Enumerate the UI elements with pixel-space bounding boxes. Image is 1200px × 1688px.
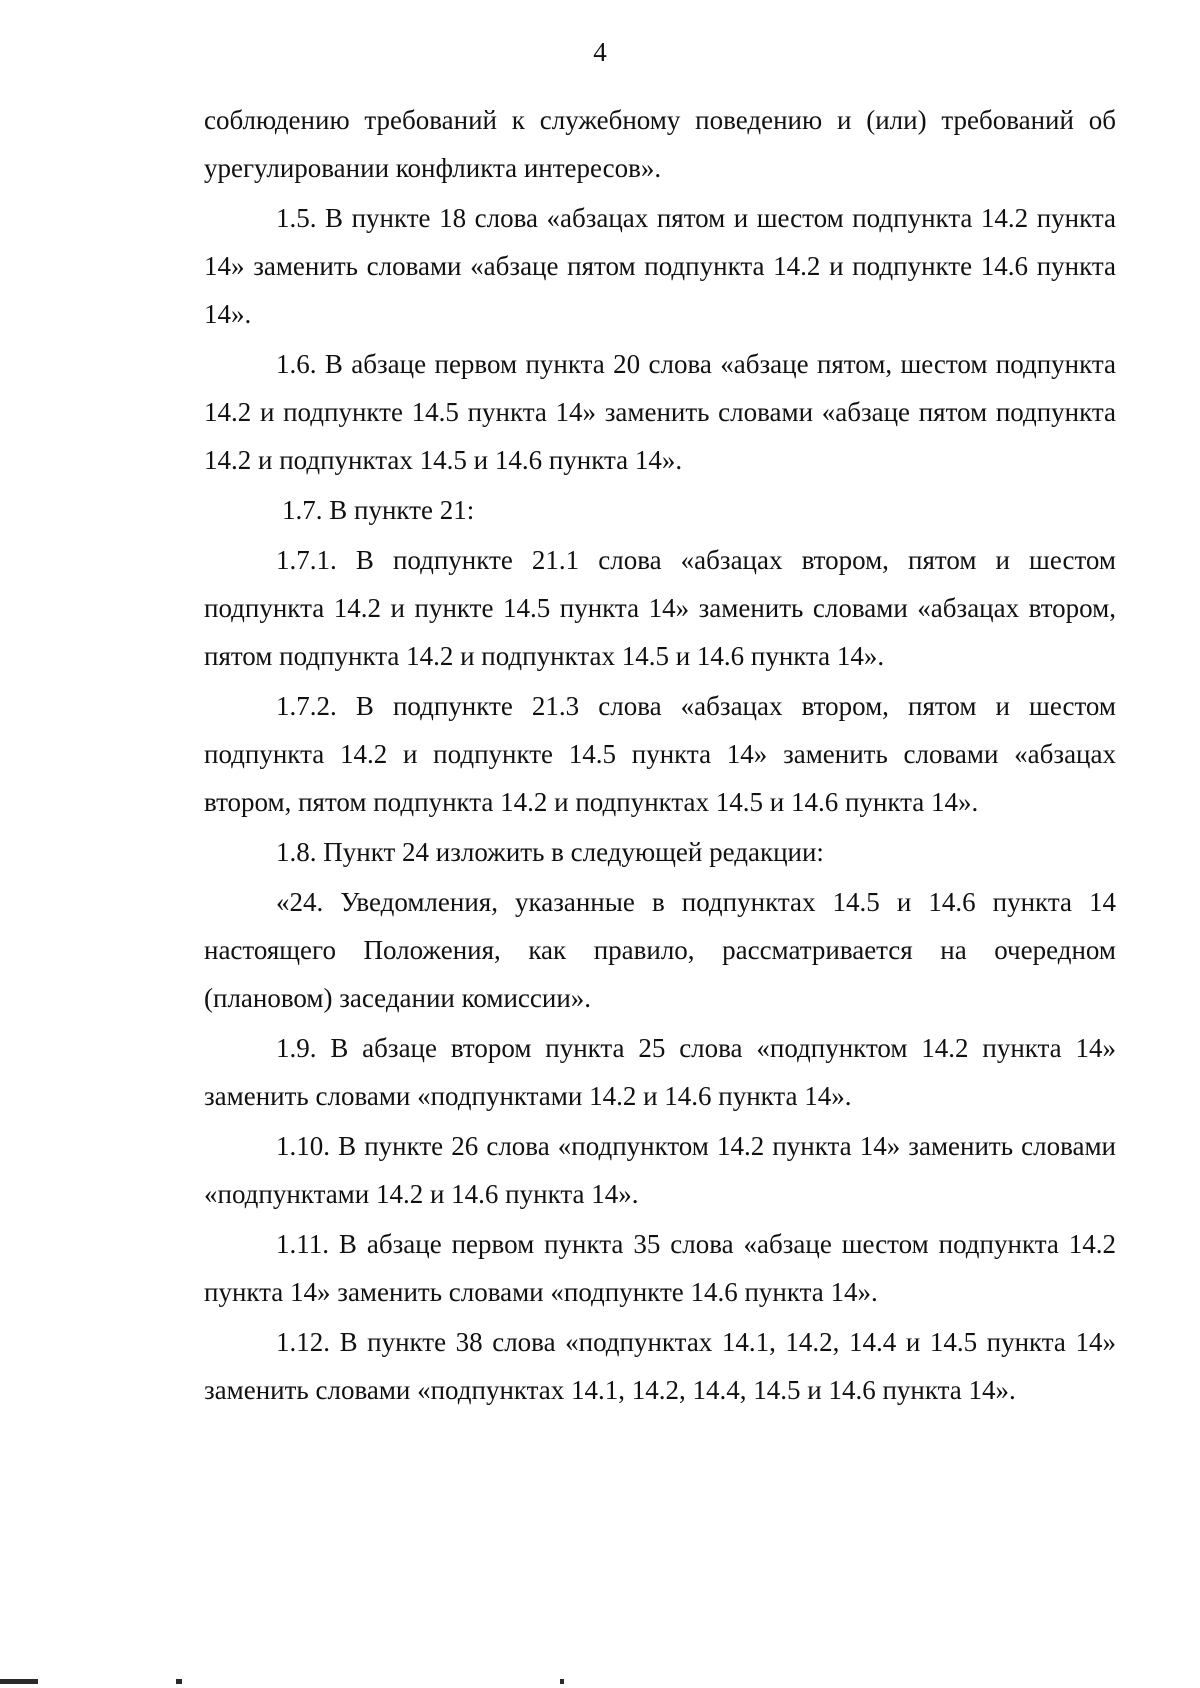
page-number: 4 xyxy=(593,37,607,67)
paragraph-1-7-2: 1.7.2. В подпункте 21.3 слова «абзацах втором, пятом и шестом подпункта 14.2 и подпункте 14.5 пункта 14» заменить словами «абзацах втором, пятом подпункта 14.2 и подпунктах 14.5 и 14.6 пункта 14». xyxy=(204,691,1116,817)
paragraph-1-5: 1.5. В пункте 18 слова «абзацах пятом и шестом подпункта 14.2 пункта 14» заменить словами «абзаце пятом подпункта 14.2 и подпункте 14.6 пункта 14». xyxy=(204,203,1116,329)
paragraph-1-8: 1.8. Пункт 24 изложить в следующей редакции: xyxy=(276,837,824,867)
paragraph-1-7: 1.7. В пункте 21: xyxy=(282,495,475,525)
paragraph-1-11: 1.11. В абзаце первом пункта 35 слова «абзаце шестом подпункта 14.2 пункта 14» заменить словами «подпункте 14.6 пункта 14». xyxy=(204,1229,1116,1307)
scan-edge-artifact xyxy=(0,1676,1200,1688)
paragraph-1-9: 1.9. В абзаце втором пункта 25 слова «подпунктом 14.2 пункта 14» заменить словами «подпунктами 14.2 и 14.6 пункта 14». xyxy=(204,1033,1116,1111)
paragraph-1-6: 1.6. В абзаце первом пункта 20 слова «абзаце пятом, шестом подпункта 14.2 и подпункте 14.5 пункта 14» заменить словами «абзаце пятом подпункта 14.2 и подпунктах 14.5 и 14.6 пункта 14». xyxy=(204,349,1116,475)
paragraph-continuation: соблюдению требований к служебному поведению и (или) требований об урегулировании конфликта интересов». xyxy=(204,105,1116,183)
paragraph-1-12: 1.12. В пункте 38 слова «подпунктах 14.1, 14.2, 14.4 и 14.5 пункта 14» заменить словами «подпунктах 14.1, 14.2, 14.4, 14.5 и 14.6 пункта 14». xyxy=(204,1327,1116,1405)
paragraph-1-10: 1.10. В пункте 26 слова «подпунктом 14.2 пункта 14» заменить словами «подпунктами 14.2 и 14.6 пункта 14». xyxy=(204,1131,1116,1209)
paragraph-quoted-24: «24. Уведомления, указанные в подпунктах 14.5 и 14.6 пункта 14 настоящего Положения, как правило, рассматривается на очередном (плановом) заседании комиссии». xyxy=(204,887,1116,1013)
document-body xyxy=(204,96,1116,1416)
paragraph-1-7-1: 1.7.1. В подпункте 21.1 слова «абзацах втором, пятом и шестом подпункта 14.2 и пункте 14.5 пункта 14» заменить словами «абзацах втором, пятом подпункта 14.2 и подпунктах 14.5 и 14.6 пункта 14». xyxy=(204,545,1116,671)
